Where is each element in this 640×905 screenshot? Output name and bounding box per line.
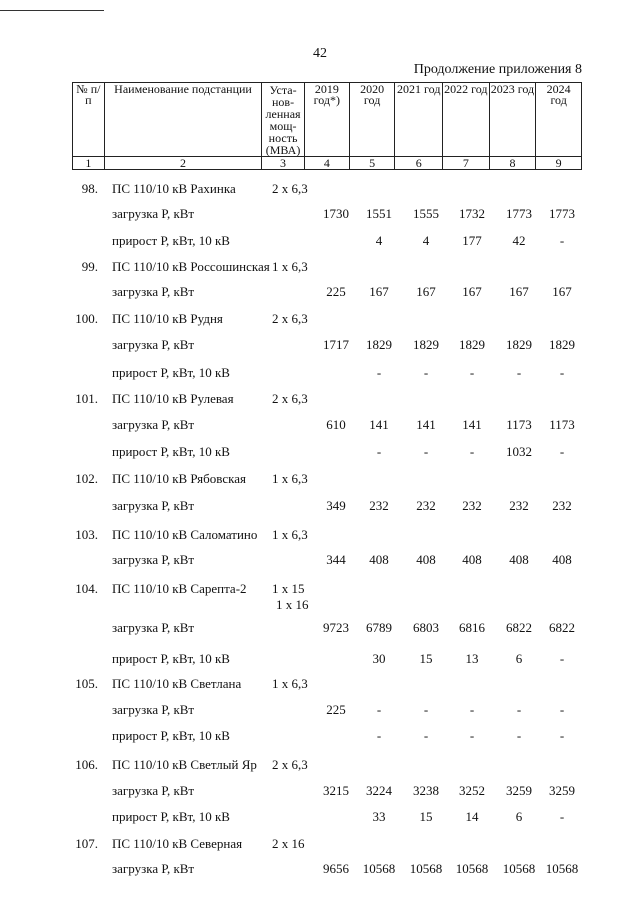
row-value: 14 xyxy=(465,809,479,824)
row-value: 6816 xyxy=(459,620,485,635)
row-name: прирост Р, кВт, 10 кВ xyxy=(112,728,230,743)
row-value: - xyxy=(376,728,382,743)
row-value: 33 xyxy=(372,809,386,824)
row-value: 6822 xyxy=(506,620,532,635)
row-value: 1773 xyxy=(506,206,532,221)
row-value: 408 xyxy=(509,552,529,567)
row-value: 1829 xyxy=(549,337,575,352)
row-capacity: 1 х 6,3 xyxy=(272,676,308,691)
row-name: прирост Р, кВт, 10 кВ xyxy=(112,233,230,248)
header-num: 9 xyxy=(536,157,582,170)
header-num: 1 xyxy=(73,157,105,170)
header-col-2020: 2020 год xyxy=(349,83,395,157)
row-value: - xyxy=(469,444,475,459)
header-num: 6 xyxy=(395,157,443,170)
row-value: 6789 xyxy=(366,620,392,635)
row-value: 232 xyxy=(369,498,389,513)
row-value: - xyxy=(376,702,382,717)
header-col-name: Наименование подстанции xyxy=(104,83,261,157)
row-value: 10568 xyxy=(455,861,489,876)
header-col-2019: 2019 год*) xyxy=(304,83,349,157)
row-number: 102. xyxy=(75,471,98,486)
row-value: 30 xyxy=(372,651,386,666)
row-value: - xyxy=(559,444,565,459)
page-number: 42 xyxy=(313,46,327,61)
row-value: 3252 xyxy=(459,783,485,798)
row-name: прирост Р, кВт, 10 кВ xyxy=(112,809,230,824)
row-value: - xyxy=(559,728,565,743)
row-value: - xyxy=(559,233,565,248)
row-value: 1829 xyxy=(506,337,532,352)
row-value: 167 xyxy=(509,284,529,299)
table-row xyxy=(0,205,640,223)
row-capacity: 1 х 6,3 xyxy=(272,259,308,274)
table-row xyxy=(0,701,640,719)
row-capacity: 1 х 15 xyxy=(272,581,305,596)
row-name: ПС 110/10 кВ Сарепта-2 xyxy=(112,581,247,596)
row-value: 4 xyxy=(375,233,383,248)
row-value: 1730 xyxy=(323,206,349,221)
header-col-2023: 2023 год xyxy=(489,83,536,157)
row-number: 98. xyxy=(81,181,98,196)
row-name: ПС 110/10 кВ Рябовская xyxy=(112,471,246,486)
row-number: 103. xyxy=(75,527,98,542)
header-col-2021: 2021 год xyxy=(395,83,443,157)
row-value: 9656 xyxy=(323,861,349,876)
row-value: 225 xyxy=(326,702,346,717)
row-value: 167 xyxy=(552,284,572,299)
substation-row xyxy=(0,310,640,328)
row-value: 408 xyxy=(462,552,482,567)
row-name: ПС 110/10 кВ Рулевая xyxy=(112,391,234,406)
row-name: загрузка Р, кВт xyxy=(112,284,195,299)
header-column-numbers xyxy=(73,157,582,170)
row-value: 344 xyxy=(326,552,346,567)
row-number: 105. xyxy=(75,676,98,691)
row-value: 1717 xyxy=(323,337,349,352)
substation-row xyxy=(0,180,640,198)
row-value: 3259 xyxy=(549,783,575,798)
row-value: 13 xyxy=(465,651,479,666)
row-value: 15 xyxy=(419,809,433,824)
row-value: 6 xyxy=(515,651,523,666)
row-value: - xyxy=(423,728,429,743)
row-value: 1773 xyxy=(549,206,575,221)
row-value: 10568 xyxy=(545,861,579,876)
row-name: ПС 110/10 кВ Рудня xyxy=(112,311,223,326)
table-row xyxy=(0,497,640,515)
row-name: ПС 110/10 кВ Россошинская xyxy=(112,259,270,274)
header-col-2024: 2024 год xyxy=(536,83,582,157)
row-capacity: 2 х 6,3 xyxy=(272,181,308,196)
row-value: 1173 xyxy=(549,417,575,432)
row-number: 104. xyxy=(75,581,98,596)
row-value: 1555 xyxy=(413,206,439,221)
continuation-caption: Продолжение приложения 8 xyxy=(413,62,582,77)
row-value: 141 xyxy=(462,417,482,432)
header-num: 3 xyxy=(262,157,305,170)
row-value: 6803 xyxy=(413,620,439,635)
header-col-2022: 2022 год xyxy=(443,83,490,157)
header-num: 8 xyxy=(489,157,536,170)
table-row xyxy=(0,416,640,434)
row-value: 232 xyxy=(552,498,572,513)
row-value: 408 xyxy=(416,552,436,567)
row-value: 10568 xyxy=(362,861,396,876)
row-value: 167 xyxy=(416,284,436,299)
row-value: - xyxy=(423,365,429,380)
table-row xyxy=(0,860,640,878)
row-value: 3259 xyxy=(506,783,532,798)
row-name: прирост Р, кВт, 10 кВ xyxy=(112,444,230,459)
row-value: - xyxy=(516,728,522,743)
row-value: 232 xyxy=(416,498,436,513)
row-number: 100. xyxy=(75,311,98,326)
substation-row xyxy=(0,526,640,544)
row-value: 141 xyxy=(369,417,389,432)
header-num: 4 xyxy=(304,157,349,170)
row-value: 6822 xyxy=(549,620,575,635)
row-name: загрузка Р, кВт xyxy=(112,702,195,717)
table-row xyxy=(0,619,640,637)
row-value: - xyxy=(516,365,522,380)
header-num: 7 xyxy=(443,157,490,170)
row-value: - xyxy=(423,702,429,717)
row-name: загрузка Р, кВт xyxy=(112,620,195,635)
row-value: 6 xyxy=(515,809,523,824)
row-value: - xyxy=(516,702,522,717)
row-value: 42 xyxy=(512,233,526,248)
row-value: 3215 xyxy=(323,783,349,798)
table-row xyxy=(0,232,640,250)
table-row xyxy=(0,727,640,745)
row-capacity: 2 х 6,3 xyxy=(272,757,308,772)
table-row xyxy=(0,364,640,382)
row-name: загрузка Р, кВт xyxy=(112,337,195,352)
row-name: загрузка Р, кВт xyxy=(112,552,195,567)
substation-row xyxy=(0,675,640,693)
table-row xyxy=(0,551,640,569)
row-value: 10568 xyxy=(409,861,443,876)
row-value: - xyxy=(376,365,382,380)
row-value: 1829 xyxy=(366,337,392,352)
row-value: 1032 xyxy=(506,444,532,459)
row-name: прирост Р, кВт, 10 кВ xyxy=(112,365,230,380)
row-value: 1173 xyxy=(506,417,532,432)
header-num: 2 xyxy=(104,157,261,170)
row-value: - xyxy=(559,809,565,824)
row-name: ПС 110/10 кВ Светлый Яр xyxy=(112,757,257,772)
row-number: 107. xyxy=(75,836,98,851)
row-value: 177 xyxy=(462,233,482,248)
table-row xyxy=(0,283,640,301)
row-value: 349 xyxy=(326,498,346,513)
substation-row xyxy=(0,835,640,853)
table-row xyxy=(0,443,640,461)
row-value: - xyxy=(469,702,475,717)
row-value: - xyxy=(423,444,429,459)
row-value: 1829 xyxy=(459,337,485,352)
row-value: - xyxy=(469,728,475,743)
row-value: - xyxy=(559,365,565,380)
row-value: - xyxy=(469,365,475,380)
row-capacity: 1 х 6,3 xyxy=(272,527,308,542)
row-capacity: 1 х 6,3 xyxy=(272,471,308,486)
header-num: 5 xyxy=(349,157,395,170)
row-value: 3224 xyxy=(366,783,392,798)
row-number: 101. xyxy=(75,391,98,406)
row-number: 106. xyxy=(75,757,98,772)
row-value: 167 xyxy=(369,284,389,299)
header-col-capacity: Уста-нов-ленная мощ-ность (МВА) xyxy=(262,83,305,157)
table-row xyxy=(0,808,640,826)
row-value: 232 xyxy=(462,498,482,513)
table-row xyxy=(0,782,640,800)
row-value: 408 xyxy=(552,552,572,567)
substation-row xyxy=(0,390,640,408)
row-value: 15 xyxy=(419,651,433,666)
row-value: 4 xyxy=(422,233,430,248)
row-capacity-second: 1 х 16 xyxy=(276,597,309,612)
substation-row xyxy=(0,258,640,276)
row-value: 225 xyxy=(326,284,346,299)
row-name: прирост Р, кВт, 10 кВ xyxy=(112,651,230,666)
row-value: 141 xyxy=(416,417,436,432)
table-row xyxy=(0,650,640,668)
row-value: 9723 xyxy=(323,620,349,635)
row-value: 3238 xyxy=(413,783,439,798)
table-header xyxy=(72,82,582,170)
header-col-number: № п/п xyxy=(73,83,105,157)
row-name: загрузка Р, кВт xyxy=(112,861,195,876)
row-name: ПС 110/10 кВ Рахинка xyxy=(112,181,236,196)
row-capacity: 2 х 6,3 xyxy=(272,391,308,406)
row-name: загрузка Р, кВт xyxy=(112,498,195,513)
row-value: 232 xyxy=(509,498,529,513)
row-capacity: 2 х 16 xyxy=(272,836,305,851)
row-value: 1829 xyxy=(413,337,439,352)
row-value: - xyxy=(559,651,565,666)
row-number: 99. xyxy=(81,259,98,274)
row-name: ПС 110/10 кВ Саломатино xyxy=(112,527,258,542)
row-value: 1551 xyxy=(366,206,392,221)
footnote-separator-line xyxy=(0,10,104,11)
row-name: загрузка Р, кВт xyxy=(112,417,195,432)
row-name: загрузка Р, кВт xyxy=(112,206,195,221)
row-name: ПС 110/10 кВ Светлана xyxy=(112,676,242,691)
row-value: - xyxy=(559,702,565,717)
row-value: 167 xyxy=(462,284,482,299)
row-value: 610 xyxy=(326,417,346,432)
substation-row xyxy=(0,580,640,612)
row-name: ПС 110/10 кВ Северная xyxy=(112,836,243,851)
row-value: - xyxy=(376,444,382,459)
row-value: 408 xyxy=(369,552,389,567)
substation-row xyxy=(0,470,640,488)
row-value: 10568 xyxy=(502,861,536,876)
row-capacity: 2 х 6,3 xyxy=(272,311,308,326)
row-name: загрузка Р, кВт xyxy=(112,783,195,798)
substation-row xyxy=(0,756,640,774)
row-value: 1732 xyxy=(459,206,485,221)
table-row xyxy=(0,336,640,354)
